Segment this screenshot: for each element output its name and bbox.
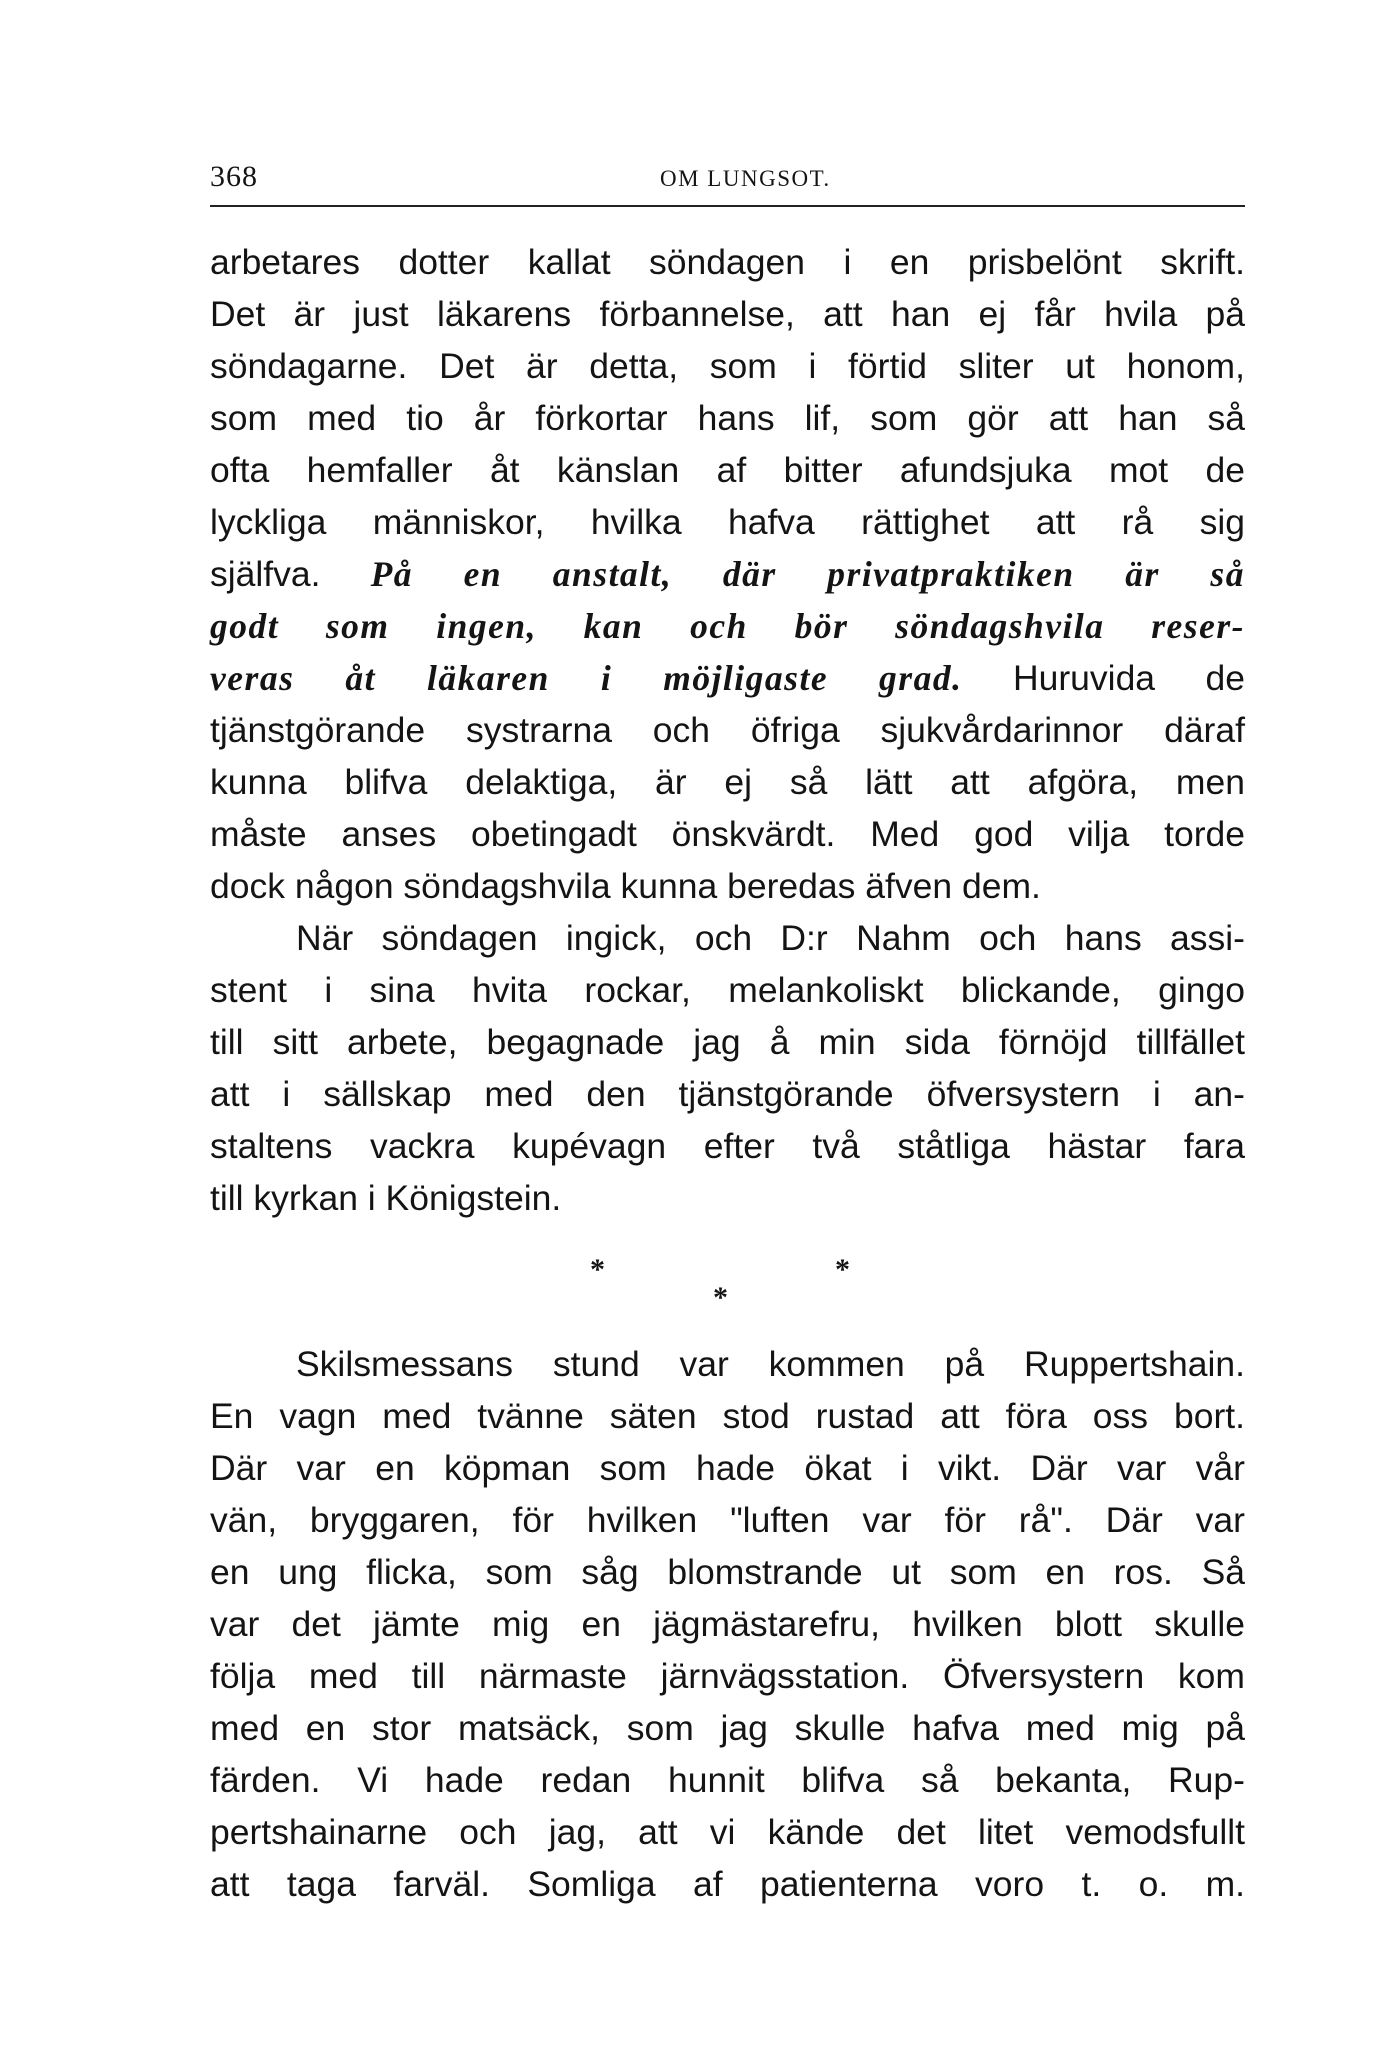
text-line: vän, bryggaren, för hvilken "luften var för rå". Där var — [210, 1500, 1245, 1540]
text-line: Där var en köpman som hade ökat i vikt. Där var vår — [210, 1448, 1245, 1488]
paragraph-1 — [210, 236, 1245, 912]
text-line: måste anses obetingadt önskvärdt. Med god vilja torde — [210, 814, 1245, 854]
text-line: att i sällskap med den tjänstgörande öfversystern i an- — [210, 1074, 1245, 1114]
emphasized-text: På en anstalt, där privatpraktiken är så — [370, 554, 1245, 594]
running-head — [210, 160, 1245, 206]
text-line: Det är just läkarens förbannelse, att han ej får hvila på — [210, 294, 1245, 334]
text-line: stent i sina hvita rockar, melankoliskt blickande, gingo — [210, 970, 1245, 1010]
page-number: 368 — [210, 160, 258, 193]
text-line: att taga farväl. Somliga af patienterna voro t. o. m. — [210, 1864, 1245, 1904]
text-line: När söndagen ingick, och D:r Nahm och hans assi- — [296, 918, 1245, 958]
text-line: kunna blifva delaktiga, är ej så lätt att afgöra, men — [210, 762, 1245, 802]
text-line: En vagn med tvänne säten stod rustad att föra oss bort. — [210, 1396, 1245, 1436]
asterisk-mark: * — [713, 1281, 728, 1314]
emphasized-text: godt som ingen, kan och bör söndagshvila reser- — [210, 606, 1245, 646]
section-break-asterism — [210, 1238, 1245, 1338]
text-line: var det jämte mig en jägmästarefru, hvilken blott skulle — [210, 1604, 1245, 1644]
text-line: dock någon söndagshvila kunna beredas äfven dem. — [210, 866, 1041, 906]
emphasized-text: veras åt läkaren i möjligaste grad. — [210, 658, 963, 698]
text-line: följa med till närmaste järnvägsstation. Öfversystern kom — [210, 1656, 1245, 1696]
text-line: färden. Vi hade redan hunnit blifva så bekanta, Rup- — [210, 1760, 1245, 1800]
text-line: ofta hemfaller åt känslan af bitter afundsjuka mot de — [210, 450, 1245, 490]
text-line: till kyrkan i Königstein. — [210, 1178, 562, 1218]
plain-text: Huruvida de — [1012, 658, 1246, 698]
asterisk-mark: * — [835, 1253, 850, 1286]
header-rule — [210, 205, 1245, 207]
text-line: pertshainarne och jag, att vi kände det litet vemodsfullt — [210, 1812, 1245, 1852]
body-text — [210, 236, 1245, 1910]
text-line — [210, 600, 1245, 652]
text-line: en ung flicka, som såg blomstrande ut som en ros. Så — [210, 1552, 1245, 1592]
text-line — [210, 548, 1245, 600]
text-line: söndagarne. Det är detta, som i förtid sliter ut honom, — [210, 346, 1245, 386]
text-line: arbetares dotter kallat söndagen i en prisbelönt skrift. — [210, 242, 1245, 282]
book-page — [210, 160, 1245, 1910]
plain-text: själfva. — [210, 554, 321, 594]
text-line: Skilsmessans stund var kommen på Ruppertshain. — [296, 1344, 1245, 1384]
text-line: till sitt arbete, begagnade jag å min sida förnöjd tillfället — [210, 1022, 1245, 1062]
asterisk-mark: * — [590, 1253, 605, 1286]
running-title: OM LUNGSOT. — [660, 166, 831, 191]
paragraph-3 — [210, 1338, 1245, 1910]
text-line: tjänstgörande systrarna och öfriga sjukvårdarinnor däraf — [210, 710, 1245, 750]
text-line — [210, 652, 1245, 704]
text-line: lyckliga människor, hvilka hafva rättighet att rå sig — [210, 502, 1245, 542]
paragraph-2 — [210, 912, 1245, 1224]
text-line: som med tio år förkortar hans lif, som gör att han så — [210, 398, 1245, 438]
text-line: staltens vackra kupévagn efter två ståtliga hästar fara — [210, 1126, 1245, 1166]
text-line: med en stor matsäck, som jag skulle hafva med mig på — [210, 1708, 1245, 1748]
